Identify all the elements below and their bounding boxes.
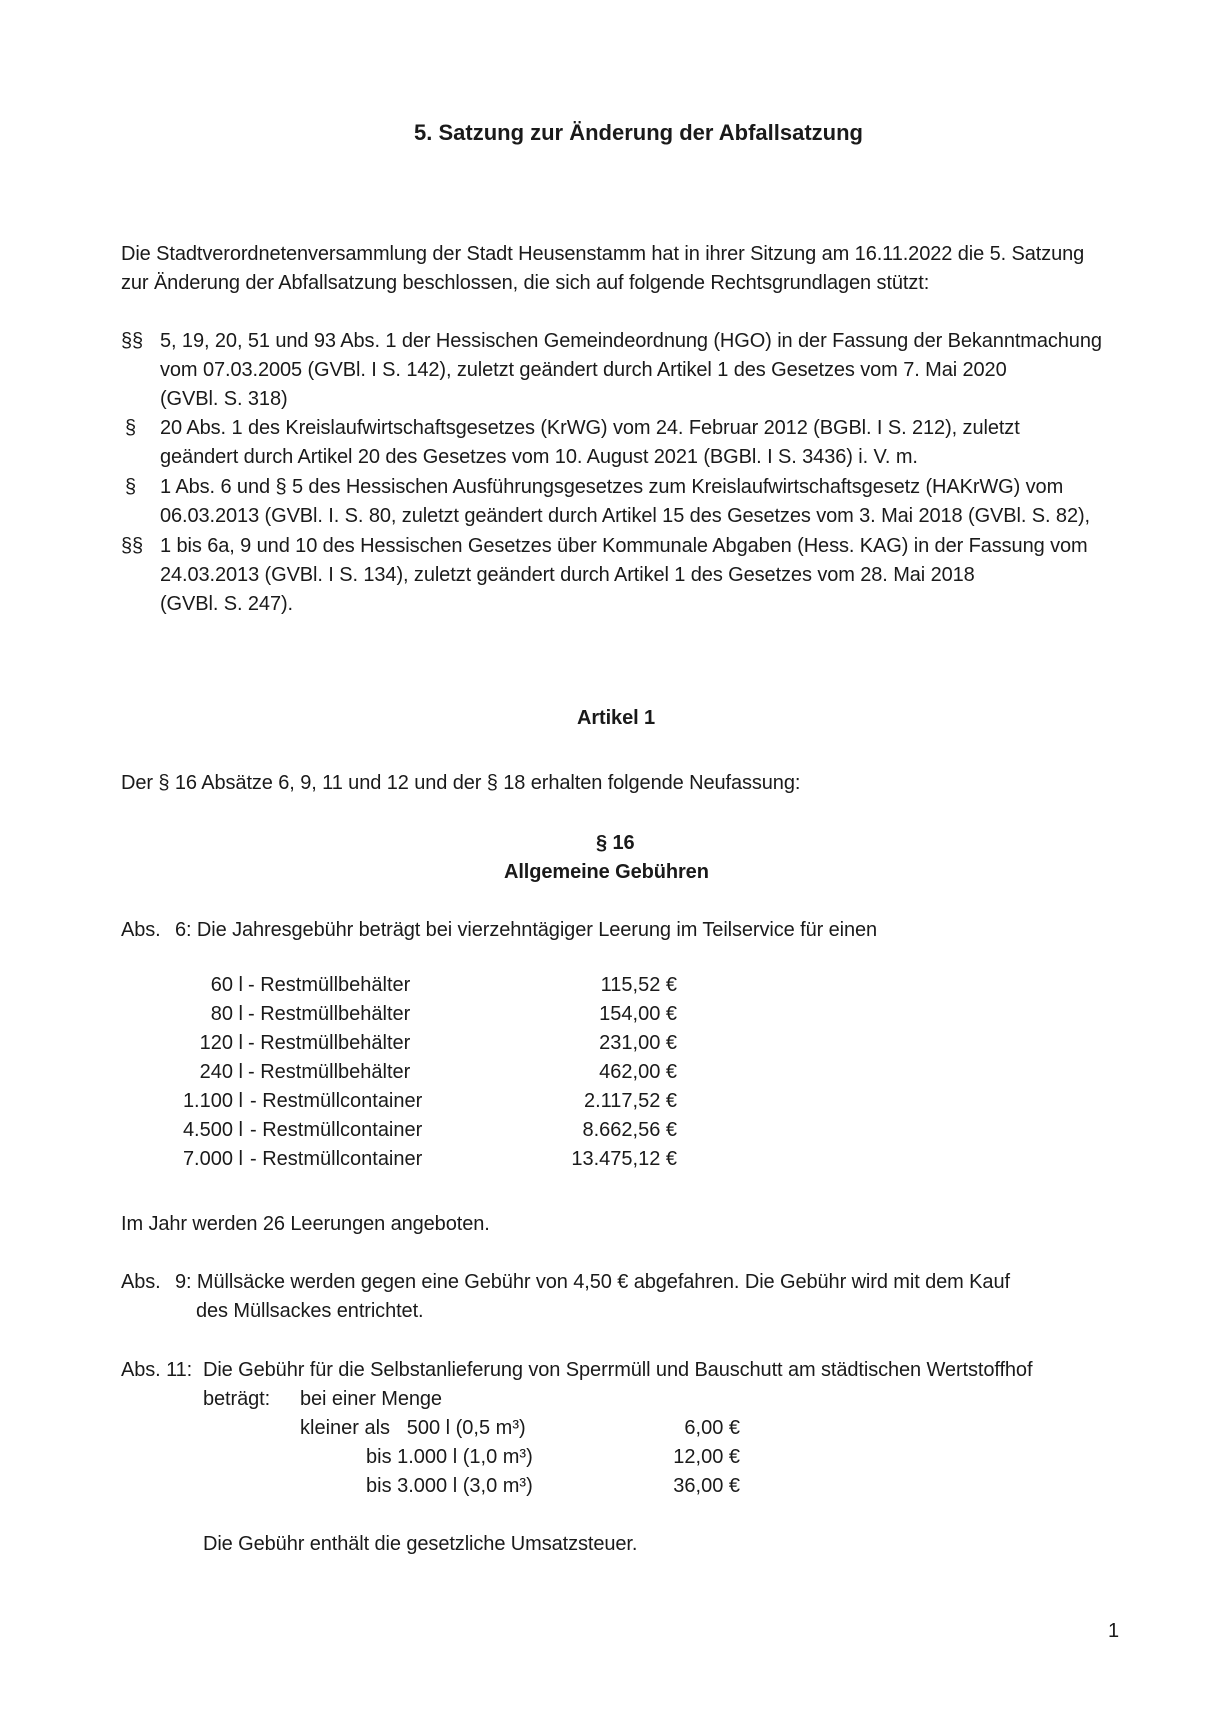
table-row (0, 1087, 1222, 1116)
legal-basis-symbol: §§ (121, 330, 144, 352)
abs11-line-1: Die Gebühr für die Selbstanlieferung von Sperrmüll und Bauschutt am städtischen Wertstoffhof (203, 1359, 1033, 1381)
volume-cell: 7.000 l (182, 1148, 243, 1170)
article-heading: Artikel 1 (577, 707, 656, 729)
table-row (0, 1000, 1222, 1029)
price-cell: 8.662,56 € (582, 1119, 677, 1141)
table-row (0, 971, 1222, 1000)
abs6-label: Abs. (121, 919, 161, 941)
legal-basis-line: 24.03.2013 (GVBl. I S. 134), zuletzt geändert durch Artikel 1 des Gesetzes vom 28. Mai 2018 (160, 564, 975, 586)
section-number: § 16 (596, 832, 635, 854)
table-row (0, 1145, 1222, 1174)
legal-basis-line: (GVBl. S. 247). (160, 593, 293, 615)
legal-basis-symbol: § (125, 417, 137, 439)
volume-cell: 80 l (210, 1003, 243, 1025)
type-cell: - Restmüllbehälter (248, 1032, 411, 1054)
type-cell: - Restmüllbehälter (248, 974, 411, 996)
document-title: 5. Satzung zur Änderung der Abfallsatzung (414, 120, 863, 145)
abs6-note: Im Jahr werden 26 Leerungen angeboten. (121, 1213, 490, 1235)
price-cell: 154,00 € (599, 1003, 677, 1025)
volume-cell: 240 l (199, 1061, 243, 1083)
abs9-label: Abs. (121, 1271, 161, 1293)
quantity-cell: kleiner als 500 l (0,5 m³) (300, 1417, 526, 1439)
quantity-cell: bis 3.000 l (3,0 m³) (366, 1475, 533, 1497)
table-row (0, 1116, 1222, 1145)
volume-cell: 4.500 l (182, 1119, 243, 1141)
intro-line-1: Die Stadtverordnetenversammlung der Stadt Heusenstamm hat in ihrer Sitzung am 16.11.2022 die 5. Satzung (121, 243, 1085, 265)
price-cell: 12,00 € (673, 1446, 740, 1468)
legal-basis-line: (GVBl. S. 318) (160, 388, 288, 410)
price-cell: 13.475,12 € (571, 1148, 677, 1170)
table-row (0, 1058, 1222, 1087)
type-cell: - Restmüllbehälter (248, 1061, 411, 1083)
price-cell: 2.117,52 € (583, 1090, 677, 1112)
legal-basis-line: 1 Abs. 6 und § 5 des Hessischen Ausführungsgesetzes zum Kreislaufwirtschaftsgesetz (HAKrWG) vom (160, 476, 1064, 498)
type-cell: - Restmüllbehälter (248, 1003, 411, 1025)
price-cell: 462,00 € (599, 1061, 677, 1083)
section-title: Allgemeine Gebühren (504, 861, 709, 883)
table-row (0, 1443, 1222, 1472)
type-cell: - Restmüllcontainer (250, 1148, 423, 1170)
abs9-line-1: 9: Müllsäcke werden gegen eine Gebühr von 4,50 € abgefahren. Die Gebühr wird mit dem Kauf (175, 1271, 1010, 1293)
abs11-betraegt: beträgt: (203, 1388, 271, 1410)
table-row (0, 1472, 1222, 1501)
legal-basis-line: 5, 19, 20, 51 und 93 Abs. 1 der Hessischen Gemeindeordnung (HGO) in der Fassung der Bekanntmachung (160, 330, 1102, 352)
price-cell: 6,00 € (684, 1417, 740, 1439)
table-row (0, 1414, 1222, 1443)
abs9-line-2: des Müllsackes entrichtet. (196, 1300, 424, 1322)
legal-basis-symbol: § (125, 476, 137, 498)
intro-line-2: zur Änderung der Abfallsatzung beschlossen, die sich auf folgende Rechtsgrundlagen stützt: (121, 272, 930, 294)
abs11-label: Abs. 11: (121, 1359, 193, 1381)
legal-basis-line: 06.03.2013 (GVBl. I. S. 80, zuletzt geändert durch Artikel 15 des Gesetzes vom 3. Mai 2018 (GVBl. S. 82), (160, 505, 1090, 527)
abs6-text: 6: Die Jahresgebühr beträgt bei vierzehntägiger Leerung im Teilservice für einen (175, 919, 878, 941)
price-cell: 36,00 € (673, 1475, 740, 1497)
volume-cell: 1.100 l (182, 1090, 243, 1112)
legal-basis-symbol: §§ (121, 535, 144, 557)
abs11-tax-note: Die Gebühr enthält die gesetzliche Umsatzsteuer. (203, 1533, 638, 1555)
article-intro: Der § 16 Absätze 6, 9, 11 und 12 und der § 18 erhalten folgende Neufassung: (121, 772, 801, 794)
legal-basis-line: geändert durch Artikel 20 des Gesetzes vom 10. August 2021 (BGBl. I S. 3436) i. V. m. (160, 446, 918, 468)
page-number: 1 (1108, 1620, 1120, 1642)
legal-basis-line: 20 Abs. 1 des Kreislaufwirtschaftsgesetzes (KrWG) vom 24. Februar 2012 (BGBl. I S. 212), zuletzt (160, 417, 1020, 439)
price-cell: 115,52 € (600, 974, 677, 996)
type-cell: - Restmüllcontainer (250, 1119, 423, 1141)
type-cell: - Restmüllcontainer (250, 1090, 423, 1112)
abs11-quantity-intro: bei einer Menge (300, 1388, 442, 1410)
table-row (0, 1029, 1222, 1058)
price-cell: 231,00 € (599, 1032, 677, 1054)
volume-cell: 120 l (199, 1032, 243, 1054)
quantity-cell: bis 1.000 l (1,0 m³) (366, 1446, 533, 1468)
volume-cell: 60 l (210, 974, 243, 996)
legal-basis-line: 1 bis 6a, 9 und 10 des Hessischen Gesetzes über Kommunale Abgaben (Hess. KAG) in der Fassung vom (160, 535, 1088, 557)
legal-basis-line: vom 07.03.2005 (GVBl. I S. 142), zuletzt geändert durch Artikel 1 des Gesetzes vom 7. Mai 2020 (160, 359, 1007, 381)
